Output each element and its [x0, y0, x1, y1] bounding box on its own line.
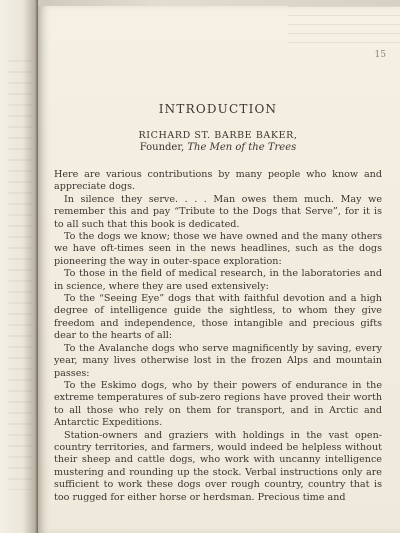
book-page — [38, 6, 400, 533]
paragraph: In silence they serve. . . . Man owes them much. May we remember this and pay “Tribute to the Dogs that Serve”, for it is to all such that this book is dedicated. — [54, 193, 382, 230]
page-title: INTRODUCTION — [158, 102, 278, 116]
page-number: 15 — [374, 50, 386, 60]
author-role-title: The Men of the Trees — [187, 142, 297, 153]
paragraph: To those in the field of medical research, in the laboratories and in science, where they are used extensively: — [54, 268, 382, 292]
left-page-text-shadow — [8, 60, 32, 490]
page-content — [54, 102, 382, 504]
bleed-through-text — [288, 6, 400, 46]
left-page-edge — [0, 0, 38, 533]
author-role — [54, 142, 382, 153]
paragraph: To the Avalanche dogs who serve magnificently by saving, every year, many lives otherwise lost in the frozen Alps and mountain passes: — [54, 342, 382, 379]
paragraph: Station-owners and graziers with holdings in the vast open-country territories, and farmers, would indeed be helpless without their sheep and cattle dogs, who work with uncanny intelligence mustering and rounding up the stock. Verbal instructions only are sufficient to work these dogs over rough country, country that is too rugged for either horse or herdsman. Precious time and — [54, 429, 382, 503]
paragraph: Here are various contributions by many people who know and appreciate dogs. — [54, 169, 382, 193]
paragraph: To the dogs we know; those we have owned and the many others we have oft-times seen in the news headlines, such as the dogs pioneering the way in outer-space exploration: — [54, 231, 382, 267]
author-role-prefix: Founder, — [139, 142, 188, 153]
paragraph: To the “Seeing Eye” dogs that with faithful devotion and a high degree of intelligence guide the sightless, to whom they give freedom and independence, those intangible and precious gifts dear to the hearts of all: — [54, 293, 382, 342]
paragraph: To the Eskimo dogs, who by their powers of endurance in the extreme temperatures of sub-zero regions have proved their worth to all those who rely on them for transport, and in Arctic and Antarctic Expeditions. — [54, 379, 382, 429]
author-name: RICHARD ST. BARBE BAKER, — [138, 130, 298, 141]
